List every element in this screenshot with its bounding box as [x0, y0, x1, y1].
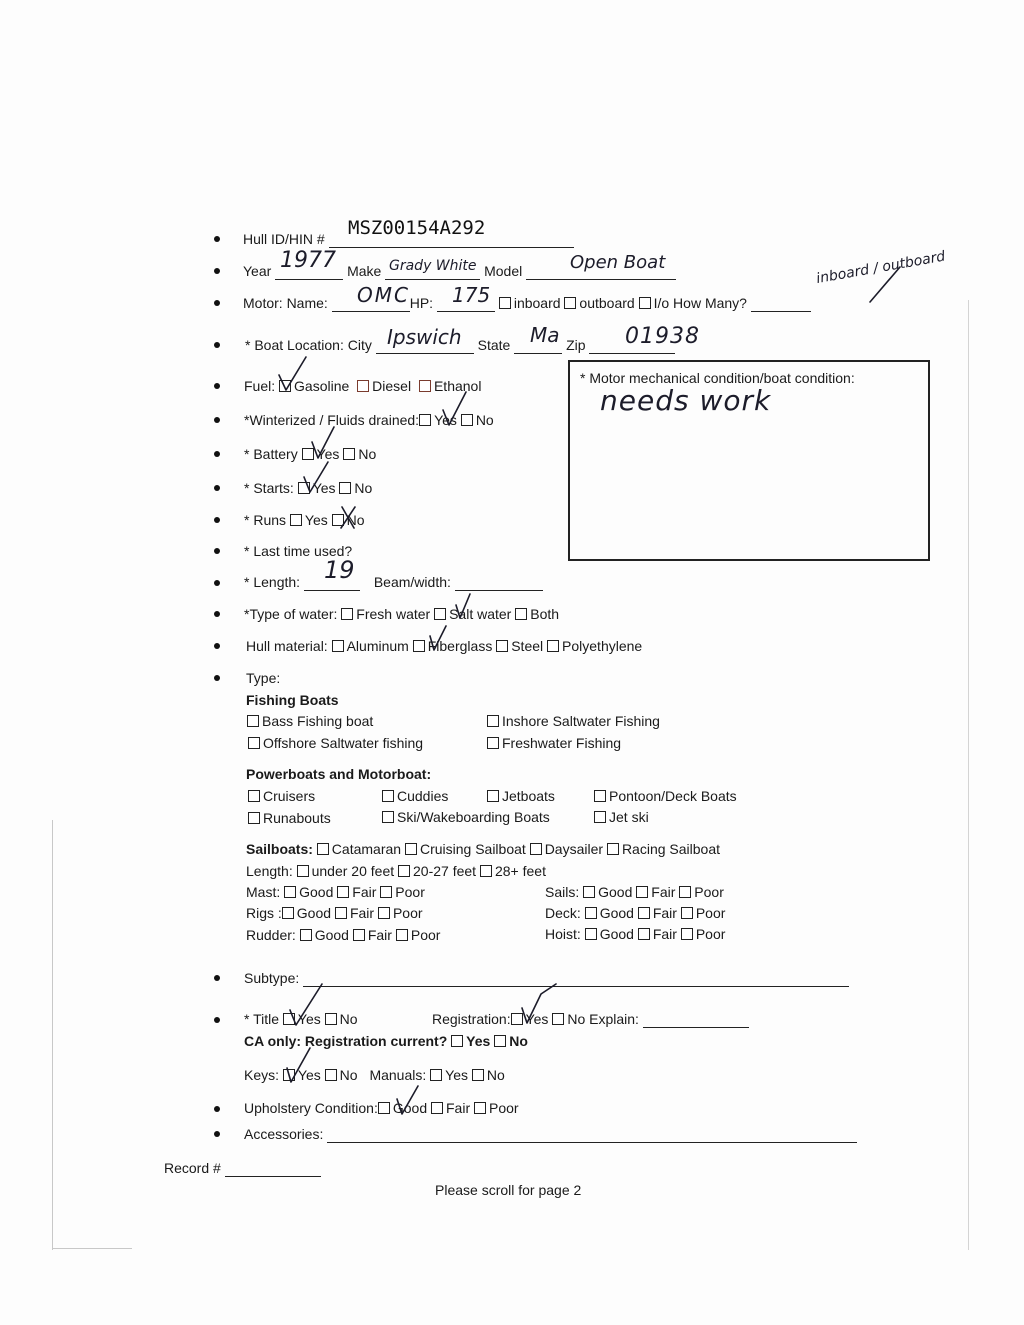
option-label: Fair — [651, 884, 676, 900]
condition-value: needs work — [600, 384, 772, 417]
keys-label: Keys: — [244, 1067, 280, 1083]
scan-edge — [968, 300, 969, 1250]
manuals-no-checkbox[interactable] — [472, 1069, 484, 1081]
zip-value: 01938 — [625, 324, 700, 349]
accessories-field[interactable] — [327, 1127, 857, 1143]
fuel-label: Fuel: — [244, 378, 276, 394]
cruising-sailboat-checkbox[interactable] — [405, 843, 417, 855]
record-row — [164, 1159, 321, 1177]
how-many-field[interactable] — [751, 296, 811, 312]
cruisers-checkbox[interactable] — [248, 790, 260, 802]
runs-row — [244, 511, 365, 529]
outboard-label: outboard — [579, 295, 635, 311]
good-checkbox[interactable] — [300, 929, 312, 941]
water-label: *Type of water: — [244, 606, 338, 622]
winterized-no-checkbox[interactable] — [461, 414, 473, 426]
no-label: No — [339, 1011, 358, 1027]
list-item — [487, 712, 660, 730]
bullet — [214, 417, 220, 423]
good-checkbox[interactable] — [282, 907, 294, 919]
explain-field[interactable] — [643, 1012, 749, 1028]
option-label: Fair — [652, 905, 677, 921]
battery-row — [244, 445, 376, 463]
state-value: Ma — [530, 323, 560, 347]
ca-row — [244, 1032, 528, 1050]
last-used-label: * Last time used? — [244, 543, 353, 559]
option-label: Poor — [392, 905, 423, 921]
city-label: * Boat Location: City — [245, 337, 372, 353]
no-label: No — [475, 412, 494, 428]
inboard-label: inboard — [513, 295, 561, 311]
salt-water-label: Salt water — [449, 606, 512, 622]
bullet — [214, 548, 220, 554]
bullet — [214, 1131, 220, 1137]
fuel-row — [244, 377, 481, 395]
good-label: Good — [392, 1100, 428, 1116]
beam-field[interactable] — [455, 575, 543, 591]
winterized-yes-checkbox[interactable] — [419, 414, 431, 426]
title-row — [244, 1010, 358, 1028]
hp-label: HP: — [409, 295, 434, 311]
rigs-label: Rigs : — [246, 905, 282, 921]
fair-checkbox[interactable] — [337, 886, 349, 898]
type-label: Type: — [246, 670, 281, 686]
starts-no-checkbox[interactable] — [339, 482, 351, 494]
yes-label: Yes — [525, 1011, 549, 1027]
bullet — [214, 268, 220, 274]
option-label: Pontoon/Deck Boats — [609, 788, 737, 804]
bullet — [214, 1017, 220, 1023]
fishing-heading: Fishing Boats — [246, 692, 339, 708]
yes-label: Yes — [434, 412, 457, 428]
jetboats-checkbox[interactable] — [487, 790, 499, 802]
sail-length-row — [246, 862, 546, 880]
ethanol-checkbox[interactable] — [419, 380, 431, 392]
length-label: * Length: — [244, 574, 301, 590]
offshore-saltwater-checkbox[interactable] — [248, 737, 260, 749]
option-label: Good — [296, 905, 332, 921]
pontoon-checkbox[interactable] — [594, 790, 606, 802]
inshore-saltwater-checkbox[interactable] — [487, 715, 499, 727]
option-label: Jet ski — [609, 809, 649, 825]
bullet — [214, 485, 220, 491]
title-yes-checkbox[interactable] — [283, 1013, 295, 1025]
yes-label: Yes — [297, 1067, 321, 1083]
option-label: Fair — [652, 926, 677, 942]
bullet — [214, 975, 220, 981]
under-20-checkbox[interactable] — [297, 865, 309, 877]
keys-no-checkbox[interactable] — [325, 1069, 337, 1081]
motor-name-value: OMC — [357, 283, 410, 307]
sails-row — [545, 883, 724, 901]
outboard-checkbox[interactable] — [564, 297, 576, 309]
hull-value: MSZ00154A292 — [348, 217, 486, 239]
good-checkbox[interactable] — [585, 907, 597, 919]
battery-yes-checkbox[interactable] — [302, 448, 314, 460]
manuals-label: Manuals: — [369, 1067, 427, 1083]
hull-material-label: Hull material: — [246, 638, 328, 654]
explain-label: Explain: — [589, 1011, 639, 1027]
poor-label: Poor — [489, 1100, 519, 1116]
option-label: 28+ feet — [494, 863, 546, 879]
runs-label: * Runs — [244, 512, 287, 528]
poor-checkbox[interactable] — [681, 928, 693, 940]
ca-no-checkbox[interactable] — [494, 1035, 506, 1047]
list-item — [247, 712, 373, 730]
registration-yes-checkbox[interactable] — [511, 1013, 523, 1025]
hp-value: 175 — [452, 283, 491, 307]
yes-label: Yes — [466, 1033, 491, 1049]
freshwater-fishing-checkbox[interactable] — [487, 737, 499, 749]
both-checkbox[interactable] — [515, 608, 527, 620]
fiberglass-label: Fiberglass — [427, 638, 493, 654]
polyethylene-label: Polyethylene — [562, 638, 643, 654]
option-label: Daysailer — [544, 841, 604, 857]
no-label: No — [567, 1011, 586, 1027]
manuals-yes-checkbox[interactable] — [430, 1069, 442, 1081]
bass-fishing-checkbox[interactable] — [247, 715, 259, 727]
no-label: No — [339, 1067, 358, 1083]
bullet — [214, 517, 220, 523]
sails-label: Sails: — [545, 884, 580, 900]
record-label: Record # — [164, 1160, 221, 1176]
option-label: under 20 feet — [311, 863, 395, 879]
aluminum-label: Aluminum — [346, 638, 409, 654]
winterized-label: *Winterized / Fluids drained: — [244, 412, 420, 428]
option-label: Cuddies — [397, 788, 449, 804]
option-label: Good — [314, 927, 349, 943]
deck-label: Deck: — [545, 905, 581, 921]
title-no-checkbox[interactable] — [325, 1013, 337, 1025]
option-label: Poor — [395, 884, 425, 900]
list-item — [487, 734, 621, 752]
option-label: Catamaran — [331, 841, 402, 857]
fresh-water-label: Fresh water — [356, 606, 431, 622]
option-label: Bass Fishing boat — [262, 713, 374, 729]
subtype-field[interactable] — [303, 971, 849, 987]
yes-label: Yes — [304, 512, 328, 528]
fair-checkbox[interactable] — [335, 907, 347, 919]
list-item — [382, 808, 550, 826]
diesel-checkbox[interactable] — [357, 380, 369, 392]
registration-row — [432, 1010, 749, 1028]
how-many-value: inboard / outboard — [815, 248, 947, 288]
yes-label: Yes — [312, 480, 336, 496]
keys-yes-checkbox[interactable] — [283, 1069, 295, 1081]
beam-label: Beam/width: — [373, 574, 451, 590]
bullet — [214, 300, 220, 306]
rigs-row — [246, 904, 423, 922]
motor-name-label: Motor: Name: — [243, 295, 328, 311]
hoist-row — [545, 925, 725, 943]
good-checkbox[interactable] — [585, 928, 597, 940]
yes-label: Yes — [297, 1011, 321, 1027]
list-item — [594, 787, 737, 805]
daysailer-checkbox[interactable] — [530, 843, 542, 855]
io-checkbox[interactable] — [639, 297, 651, 309]
no-label: No — [354, 480, 373, 496]
subtype-label: Subtype: — [244, 970, 300, 986]
fair-checkbox[interactable] — [353, 929, 365, 941]
option-label: Runabouts — [263, 810, 331, 826]
option-label: Poor — [410, 927, 441, 943]
steel-checkbox[interactable] — [496, 640, 508, 652]
list-item — [248, 809, 331, 827]
option-label: Good — [599, 926, 634, 942]
good-checkbox[interactable] — [284, 886, 296, 898]
option-label: Fair — [367, 927, 392, 943]
runs-yes-checkbox[interactable] — [290, 514, 302, 526]
registration-no-checkbox[interactable] — [552, 1013, 564, 1025]
cuddies-checkbox[interactable] — [382, 790, 394, 802]
option-label: Jetboats — [502, 788, 555, 804]
accessories-label: Accessories: — [244, 1126, 324, 1142]
accessories-row — [244, 1125, 857, 1143]
fair-label: Fair — [446, 1100, 471, 1116]
option-label: Poor — [694, 884, 724, 900]
poor-checkbox[interactable] — [380, 886, 392, 898]
list-item — [594, 808, 649, 826]
bullet — [214, 611, 220, 617]
yes-label: Yes — [445, 1067, 468, 1083]
motor-row — [243, 294, 811, 312]
bullet — [214, 383, 220, 389]
mast-row — [246, 883, 425, 901]
length-row — [244, 573, 543, 591]
condition-label: * Motor mechanical condition/boat condition: — [580, 370, 855, 386]
poor-checkbox[interactable] — [681, 907, 693, 919]
bullet — [214, 451, 220, 457]
battery-label: * Battery — [244, 446, 298, 462]
starts-yes-checkbox[interactable] — [298, 482, 310, 494]
list-item — [382, 787, 448, 805]
subtype-row — [244, 969, 849, 987]
record-field[interactable] — [225, 1161, 321, 1177]
make-value: Grady White — [389, 258, 477, 274]
registration-label: Registration: — [432, 1011, 511, 1027]
ethanol-label: Ethanol — [433, 378, 482, 394]
ca-label: CA only: Registration current? — [244, 1033, 448, 1049]
fair-checkbox[interactable] — [638, 928, 650, 940]
poor-checkbox[interactable] — [679, 886, 691, 898]
option-label: Racing Sailboat — [621, 841, 720, 857]
mast-label: Mast: — [246, 884, 281, 900]
gasoline-checkbox[interactable] — [279, 380, 291, 392]
option-label: Good — [598, 884, 633, 900]
racing-sailboat-checkbox[interactable] — [607, 843, 619, 855]
poor-checkbox[interactable] — [378, 907, 390, 919]
28-plus-checkbox[interactable] — [480, 865, 492, 877]
option-label: Cruising Sailboat — [419, 841, 526, 857]
fair-checkbox[interactable] — [638, 907, 650, 919]
bullet — [214, 675, 220, 681]
no-label: No — [346, 512, 365, 528]
fiberglass-checkbox[interactable] — [413, 640, 425, 652]
model-value: Open Boat — [570, 252, 666, 273]
option-label: Poor — [695, 905, 726, 921]
year-value: 1977 — [280, 248, 336, 273]
option-label: Fair — [352, 884, 377, 900]
upholstery-label: Upholstery Condition: — [244, 1100, 378, 1116]
zip-label: Zip — [566, 337, 586, 353]
option-label: Good — [299, 884, 334, 900]
no-label: No — [358, 446, 377, 462]
power-heading: Powerboats and Motorboat: — [246, 766, 432, 782]
inboard-checkbox[interactable] — [499, 297, 511, 309]
diesel-label: Diesel — [372, 378, 412, 394]
keys-row — [244, 1066, 505, 1084]
poor-checkbox[interactable] — [396, 929, 408, 941]
upholstery-fair-checkbox[interactable] — [431, 1102, 443, 1114]
no-label: No — [509, 1033, 528, 1049]
hoist-label: Hoist: — [545, 926, 581, 942]
starts-label: * Starts: — [244, 480, 294, 496]
steel-label: Steel — [511, 638, 544, 654]
ca-yes-checkbox[interactable] — [451, 1035, 463, 1047]
model-label: Model — [484, 263, 523, 279]
option-label: Offshore Saltwater fishing — [263, 735, 424, 751]
state-label: State — [477, 337, 511, 353]
water-row — [244, 605, 559, 623]
footer-note: Please scroll for page 2 — [435, 1182, 582, 1198]
hull-label: Hull ID/HIN # — [243, 231, 325, 247]
gasoline-label: Gasoline — [294, 378, 350, 394]
year-label: Year — [243, 263, 272, 279]
20-27-checkbox[interactable] — [398, 865, 410, 877]
battery-no-checkbox[interactable] — [343, 448, 355, 460]
bullet — [214, 342, 220, 348]
option-label: 20-27 feet — [413, 863, 477, 879]
winterized-row — [244, 411, 494, 429]
sail-length-label: Length: — [246, 863, 293, 879]
option-label: Inshore Saltwater Fishing — [502, 713, 660, 729]
bullet — [214, 236, 220, 242]
scan-edge — [52, 1248, 132, 1249]
list-item — [487, 787, 555, 805]
ski-wakeboarding-checkbox[interactable] — [382, 811, 394, 823]
upholstery-good-checkbox[interactable] — [378, 1102, 390, 1114]
option-label: Cruisers — [263, 788, 316, 804]
option-label: Freshwater Fishing — [502, 735, 622, 751]
both-label: Both — [530, 606, 560, 622]
catamaran-checkbox[interactable] — [317, 843, 329, 855]
length-value: 19 — [324, 556, 355, 584]
polyethylene-checkbox[interactable] — [547, 640, 559, 652]
deck-row — [545, 904, 725, 922]
option-label: Good — [599, 905, 634, 921]
option-label: Ski/Wakeboarding Boats — [397, 809, 550, 825]
upholstery-poor-checkbox[interactable] — [474, 1102, 486, 1114]
bullet — [214, 1106, 220, 1112]
hull-material-row — [246, 637, 642, 655]
rudder-row — [246, 926, 440, 944]
option-label: Poor — [695, 926, 726, 942]
sail-row — [246, 840, 720, 858]
option-label: Fair — [349, 905, 375, 921]
list-item — [248, 734, 423, 752]
rudder-label: Rudder: — [246, 927, 296, 943]
good-checkbox[interactable] — [583, 886, 595, 898]
upholstery-row — [244, 1099, 519, 1117]
salt-water-checkbox[interactable] — [434, 608, 446, 620]
fair-checkbox[interactable] — [636, 886, 648, 898]
starts-row — [244, 479, 372, 497]
how-many-label: I/o How Many? — [653, 295, 747, 311]
aluminum-checkbox[interactable] — [332, 640, 344, 652]
runabouts-checkbox[interactable] — [248, 812, 260, 824]
jet-ski-checkbox[interactable] — [594, 811, 606, 823]
make-label: Make — [347, 263, 382, 279]
bullet — [214, 580, 220, 586]
yes-label: Yes — [316, 446, 340, 462]
city-value: Ipswich — [387, 325, 462, 349]
sail-heading: Sailboats: — [246, 841, 313, 857]
title-label: * Title — [244, 1011, 280, 1027]
no-label: No — [486, 1067, 505, 1083]
list-item — [248, 787, 315, 805]
scan-edge — [52, 820, 53, 1250]
fresh-water-checkbox[interactable] — [341, 608, 353, 620]
bullet — [214, 643, 220, 649]
runs-no-checkbox[interactable] — [332, 514, 344, 526]
